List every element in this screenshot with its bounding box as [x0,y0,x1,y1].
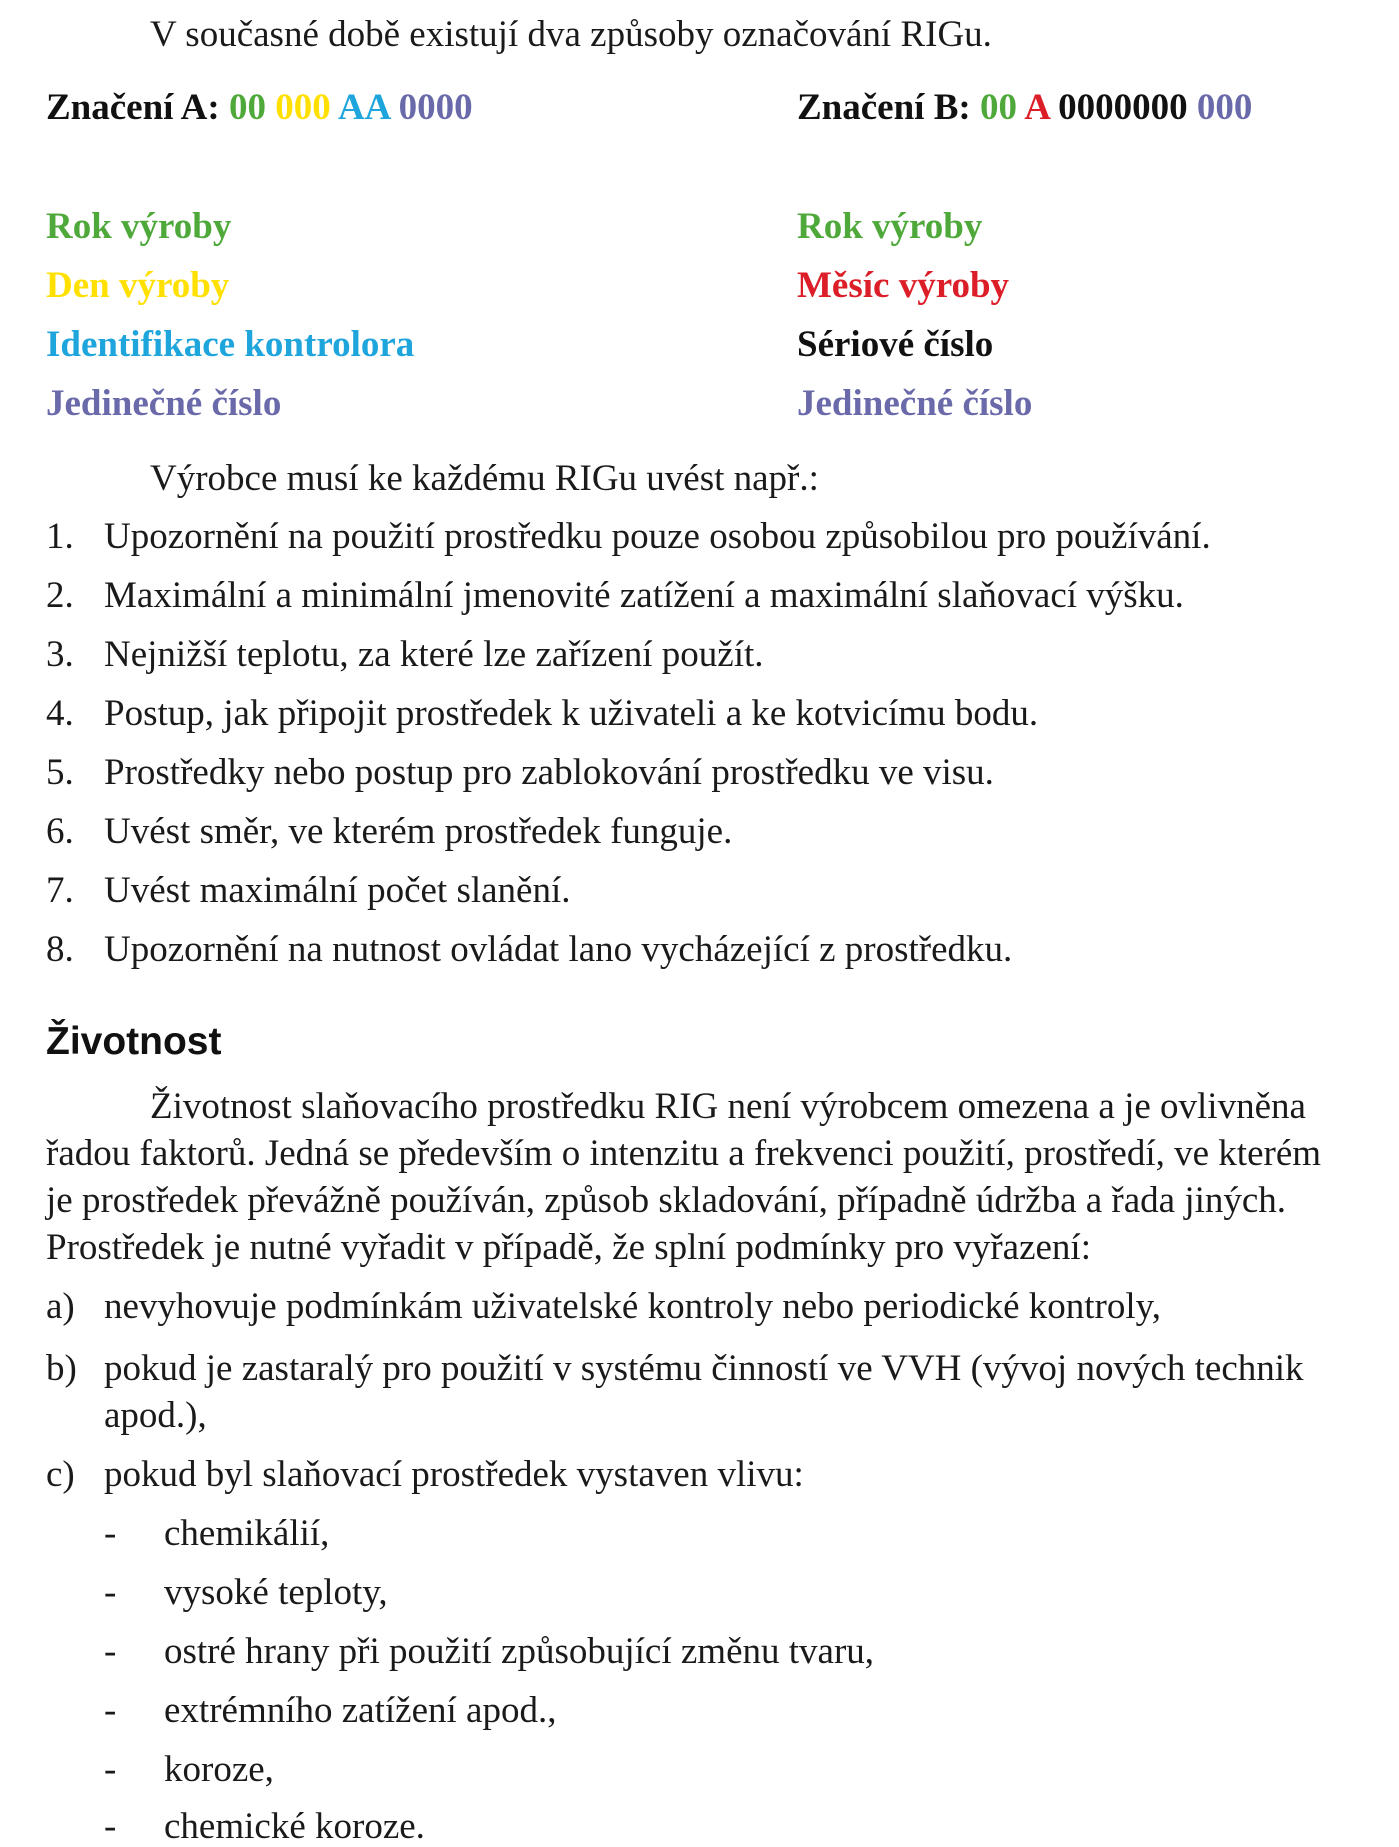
list-item-text: Uvést směr, ve kterém prostředek funguje. [104,811,733,852]
list-item-number: 8. [46,929,74,970]
list-item-text: Uvést maximální počet slanění. [104,870,571,911]
condition-label: b) [46,1348,77,1389]
list-item-text: Postup, jak připojit prostředek k uživateli a ke kotvicímu bodu. [104,693,1039,734]
influence-text: chemické koroze. [164,1806,425,1847]
marking-b-label: Značení B: [797,87,971,128]
list-item-text: Upozornění na nutnost ovládat lano vycházející z prostředku. [104,929,1013,970]
legend-a-inspector: Identifikace kontrolora [46,324,415,365]
dash-bullet: - [104,1572,117,1613]
marking-a-part-day: 000 [275,87,331,128]
dash-bullet: - [104,1806,117,1847]
paragraph-line: je prostředek převážně používán, způsob skladování, případně údržba a řada jiných. [46,1180,1287,1221]
condition-text: pokud je zastaralý pro použití v systému činností ve VVH (vývoj nových technik [104,1348,1304,1389]
marking-b [797,86,1252,129]
paragraph-line: Prostředek je nutné vyřadit v případě, že splní podmínky pro vyřazení: [46,1227,1091,1268]
list-item-number: 1. [46,516,74,557]
legend-a-day: Den výroby [46,265,230,306]
requirements-lead: Výrobce musí ke každému RIGu uvést např.: [150,458,819,499]
list-item-text: Prostředky nebo postup pro zablokování prostředku ve visu. [104,752,994,793]
legend-b-month: Měsíc výroby [797,265,1010,306]
list-item-number: 2. [46,575,74,616]
legend-b-year: Rok výroby [797,206,983,247]
legend-a-unique: Jedinečné číslo [46,383,282,424]
marking-a [46,86,473,129]
condition-label: c) [46,1454,75,1495]
dash-bullet: - [104,1513,117,1554]
list-item-text: Upozornění na použití prostředku pouze osobou způsobilou pro používání. [104,516,1211,557]
marking-b-part-unique: 000 [1196,87,1253,128]
intro-text: V současné době existují dva způsoby označování RIGu. [150,14,992,55]
influence-text: koroze, [164,1749,274,1790]
marking-a-part-year: 00 [228,87,266,128]
paragraph-line: Životnost slaňovacího prostředku RIG není výrobcem omezena a je ovlivněna [150,1086,1306,1127]
legend-b-unique: Jedinečné číslo [797,383,1033,424]
dash-bullet: - [104,1690,117,1731]
marking-b-part-month: A [1024,87,1049,128]
paragraph-line: řadou faktorů. Jedná se především o intenzitu a frekvenci použití, prostředí, ve kterém [46,1133,1322,1174]
list-item-text: Maximální a minimální jmenovité zatížení a maximální slaňovací výšku. [104,575,1184,616]
condition-label: a) [46,1286,75,1327]
condition-text: apod.), [104,1395,207,1436]
marking-a-part-unique: 0000 [398,87,473,128]
list-item-number: 7. [46,870,74,911]
marking-a-label: Značení A: [46,87,220,128]
condition-text: nevyhovuje podmínkám uživatelské kontroly nebo periodické kontroly, [104,1286,1161,1327]
list-item-number: 4. [46,693,74,734]
marking-b-part-serial: 0000000 [1058,87,1188,128]
list-item-number: 3. [46,634,74,675]
list-item-number: 5. [46,752,74,793]
list-item-number: 6. [46,811,74,852]
dash-bullet: - [104,1631,117,1672]
influence-text: ostré hrany při použití způsobující změnu tvaru, [164,1631,875,1672]
marking-b-part-year: 00 [979,87,1017,128]
legend-a-year: Rok výroby [46,206,232,247]
section-heading: Životnost [46,1020,222,1063]
legend-b-serial: Sériové číslo [797,324,994,365]
list-item-text: Nejnižší teplotu, za které lze zařízení použít. [104,634,764,675]
condition-text: pokud byl slaňovací prostředek vystaven vlivu: [104,1454,804,1495]
influence-text: vysoké teploty, [164,1572,388,1613]
influence-text: chemikálií, [164,1513,330,1554]
dash-bullet: - [104,1749,117,1790]
marking-a-part-inspector: AA [337,87,390,128]
influence-text: extrémního zatížení apod., [164,1690,557,1731]
